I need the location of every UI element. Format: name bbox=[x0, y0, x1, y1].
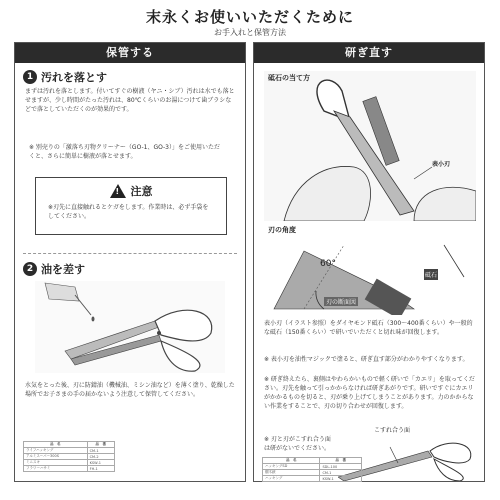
section-2-heading bbox=[23, 261, 85, 277]
section-divider bbox=[23, 253, 237, 254]
angle-diagram bbox=[264, 225, 476, 315]
section-1-body: まずは汚れを落とします。付いてすぐの樹液（ヤニ・シブ）汚れは水でも落とせますが、少し時間がたった汚れは、80℃くらいのお湯につけて歯ブラシなどで落としていただくのが効果的です。 bbox=[25, 88, 235, 113]
section-1-title: 汚れを落とす bbox=[41, 71, 107, 84]
cross-section-label: 刃の断面図 bbox=[326, 299, 357, 306]
table-cell: フラワーハサミ bbox=[24, 466, 88, 472]
sharpening-bar: 研ぎ直す bbox=[254, 43, 484, 63]
table-cell: ハッキング bbox=[263, 476, 320, 482]
table-cell: ミニスキ bbox=[24, 460, 88, 466]
sharpening-column bbox=[253, 42, 485, 482]
sharpening-body: 表小刃（イラスト参照）をダイヤモンド砥石（300〜400番くらい）や一般的な砥石（150番くらい）で研いでいただくと切れ味が回復します。 bbox=[264, 320, 473, 336]
pivot-icon bbox=[157, 331, 161, 335]
section-1-heading bbox=[23, 69, 107, 85]
hand-icon bbox=[414, 187, 476, 221]
table-cell: ライフハッキング bbox=[24, 448, 88, 454]
back-blade-label: 表小刃 bbox=[432, 161, 451, 168]
rubbing-surface-label: こすれ合う面 bbox=[374, 427, 411, 434]
sharpening-bullet-1: ※ 表小刃を油性マジックで塗ると、研ぎ直す部分がわかりやすくなります。 bbox=[264, 356, 469, 363]
whetstone-illustration bbox=[264, 71, 476, 221]
caution-heading bbox=[36, 183, 226, 199]
whetstone-label: 砥石の当て方 bbox=[268, 74, 310, 82]
page-subtitle: お手入れと保管方法 bbox=[214, 28, 286, 37]
sharpening-bullet-2: ※ 研ぎ終えたら、裏側はやわらかいもので軽く研いで「カエリ」を取ってください。刃先を触って引っかからなければ研ぎあがりです。研いですぐにカエリがかかるものを切ると、刃が乗り上げてしまうことがあります。力のかからない作業をすることで、刃の切り合わせが回復します。 bbox=[264, 376, 475, 410]
table-row bbox=[263, 476, 362, 482]
left-table-header-code: 品 番 bbox=[87, 442, 114, 448]
section-2-number: 2 bbox=[23, 262, 37, 276]
section-2-body: 水気をとった後、刃に防錆油（機械油、ミシン油など）を薄く塗り、乾燥した場所でお子さまの手の届かないよう注意して保管してください。 bbox=[25, 382, 235, 398]
caution-box bbox=[35, 177, 227, 235]
angle-value: 60° bbox=[320, 259, 336, 269]
warning-icon: ! bbox=[110, 184, 126, 198]
storage-column bbox=[14, 42, 246, 482]
storage-bar: 保管する bbox=[15, 43, 245, 63]
table-row bbox=[24, 466, 115, 472]
oil-drop-icon bbox=[92, 317, 95, 322]
hand-icon bbox=[284, 166, 371, 221]
table-cell: アルミスーパー300S bbox=[24, 454, 88, 460]
section-1-note-text: ※ 別売りの「激落ち刃物クリーナー（GO-1、GO-3）」をご使用いただくと、さらに簡単に樹液が落とせます。 bbox=[29, 144, 220, 160]
left-table-header-name: 品 名 bbox=[24, 442, 88, 448]
whetstone-drawing bbox=[264, 71, 476, 221]
fit-note: ※ 刃と刃がこすれ合う面は研がないでください。 bbox=[264, 436, 331, 452]
table-cell: CM-2 bbox=[87, 454, 114, 460]
caution-text: ※刃先に直接触れるとケガをします。作業時は、必ず手袋をしてください。 bbox=[48, 204, 209, 220]
left-spec-table bbox=[23, 441, 115, 472]
caution-title: 注意 bbox=[130, 185, 153, 198]
section-1-number: 1 bbox=[23, 70, 37, 84]
oiling-illustration bbox=[35, 281, 225, 373]
right-spec-table bbox=[262, 457, 362, 482]
table-cell: CM-1 bbox=[87, 448, 114, 454]
right-table-header-name: 品 名 bbox=[263, 458, 320, 464]
table-cell: SDL-100 bbox=[320, 464, 362, 470]
table-cell: ハッキングSD bbox=[263, 464, 320, 470]
right-table-header-code: 品 番 bbox=[320, 458, 362, 464]
table-cell: CM-1 bbox=[320, 470, 362, 476]
angle-label: 刃の角度 bbox=[268, 226, 296, 234]
table-cell: FH-1 bbox=[87, 466, 114, 472]
section-2-title: 油を差す bbox=[41, 263, 85, 276]
table-cell: KSW-1 bbox=[87, 460, 114, 466]
page-title: 末永くお使いいただくために bbox=[145, 8, 354, 26]
angle-drawing bbox=[264, 225, 476, 315]
stone-label: 砥石 bbox=[424, 269, 438, 280]
table-cell: KSW-1 bbox=[320, 476, 362, 482]
section-1-note bbox=[29, 143, 225, 161]
table-cell: 棚木鋏 bbox=[263, 470, 320, 476]
